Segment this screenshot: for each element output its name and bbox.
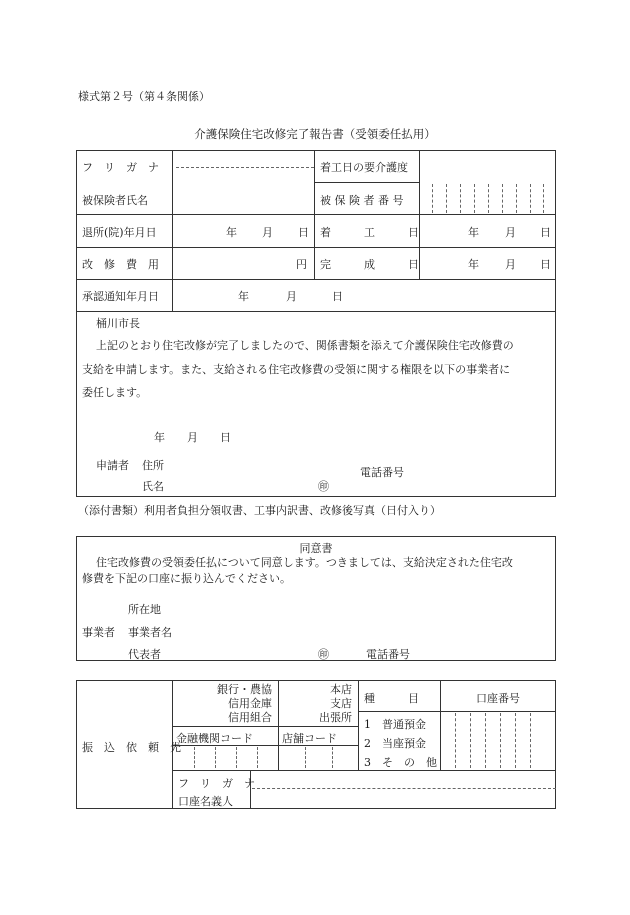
discharge-day-unit: 日 [298,226,309,239]
branch-type-option: 出張所 [319,711,352,724]
completion-day-unit: 日 [540,258,551,271]
bank-type-option: 信用組合 [228,711,272,724]
location-label: 所在地 [128,603,161,616]
bank-type-list [174,683,272,725]
account-type-list [364,715,437,772]
branch-code-label: 店舗コード [282,732,337,745]
construction-start-label: 着 工 日 [320,226,419,239]
renovation-cost-input[interactable] [176,249,288,277]
insured-number-label: 被 保 険 者 番 号 [320,194,404,207]
name-label: 氏名 [142,480,164,493]
approval-date-label: 承認通知年月日 [82,290,159,303]
completion-month-unit: 月 [505,258,516,271]
applicant-label: 申請者 [96,459,129,472]
seal-mark: ㊞ [318,480,329,493]
form-number: 様式第２号（第４条関係） [78,90,210,103]
business-label: 事業者 [82,626,115,639]
renovation-cost-label: 改 修 費 用 [82,258,159,271]
declaration-line-3: 委任します。 [82,386,148,399]
care-level-input[interactable] [421,152,554,180]
declaration-line-1: 上記のとおり住宅改修が完了しましたので、関係書類を添えて介護保険住宅改修費の [96,339,514,352]
account-type-option[interactable]: 1 普通預金 [364,718,426,731]
consent-line-2: 修費を下記の口座に振り込んでください。 [82,572,291,585]
furigana-label: フ リ ガ ナ [82,161,159,174]
consent-seal-mark: ㊞ [318,648,329,661]
declaration-line-2: 支給を申請します。また、支給される住宅改修費の受領に関する権限を以下の事業者に [82,363,511,376]
insured-name-input[interactable] [176,170,312,212]
branch-type-list [280,683,352,725]
business-name-label: 事業者名 [128,626,172,639]
yen-unit: 円 [296,258,307,271]
account-type-option[interactable]: 3 そ の 他 [364,756,437,769]
approval-month-unit: 月 [286,290,297,303]
account-number-label: 口座番号 [476,692,520,705]
furigana-input[interactable] [176,152,312,166]
start-day-unit: 日 [540,226,551,239]
start-year-unit: 年 [468,226,479,239]
attachments-note: （添付書類）利用者負担分領収書、工事内訳書、改修後写真（日付入り） [78,504,441,517]
page-title: 介護保険住宅改修完了報告書（受領委任払用） [194,127,436,141]
branch-type-option: 本店 [330,683,352,696]
approval-day-unit: 日 [332,290,343,303]
consent-phone-label: 電話番号 [366,648,410,661]
discharge-month-unit: 月 [262,226,273,239]
consent-title: 同意書 [299,542,333,555]
account-type-option[interactable]: 2 当座預金 [364,737,426,750]
bank-type-option: 銀行・農協 [217,683,272,696]
representative-label: 代表者 [128,648,161,661]
discharge-year-unit: 年 [226,226,237,239]
declaration-date: 年 月 日 [154,431,231,444]
bank-type-option: 信用金庫 [228,697,272,710]
addressee: 桶川市長 [96,317,140,330]
phone-label: 電話番号 [360,466,404,479]
branch-type-option: 支店 [330,697,352,710]
transfer-destination-label: 振 込 依 頼 先 [82,741,181,754]
name-input[interactable] [172,473,312,491]
start-month-unit: 月 [505,226,516,239]
approval-year-unit: 年 [238,290,249,303]
address-label: 住所 [142,459,164,472]
discharge-date-label: 退所(院)年月日 [82,226,157,239]
bank-furigana-label: フ リ ガ ナ [178,777,255,790]
bank-code-label: 金融機関コード [176,732,253,745]
insured-name-label: 被保険者氏名 [82,194,148,207]
category-label: 種 目 [364,692,419,705]
insured-number-input[interactable] [421,184,554,213]
account-holder-label: 口座名義人 [178,795,233,808]
consent-line-1: 住宅改修費の受領委任払について同意します。つきましては、支給決定された住宅改 [96,556,513,569]
care-level-label: 着工日の要介護度 [320,161,408,174]
address-input[interactable] [172,452,350,470]
account-holder-input[interactable] [254,772,554,807]
completion-label: 完 成 日 [320,258,419,271]
completion-year-unit: 年 [468,258,479,271]
